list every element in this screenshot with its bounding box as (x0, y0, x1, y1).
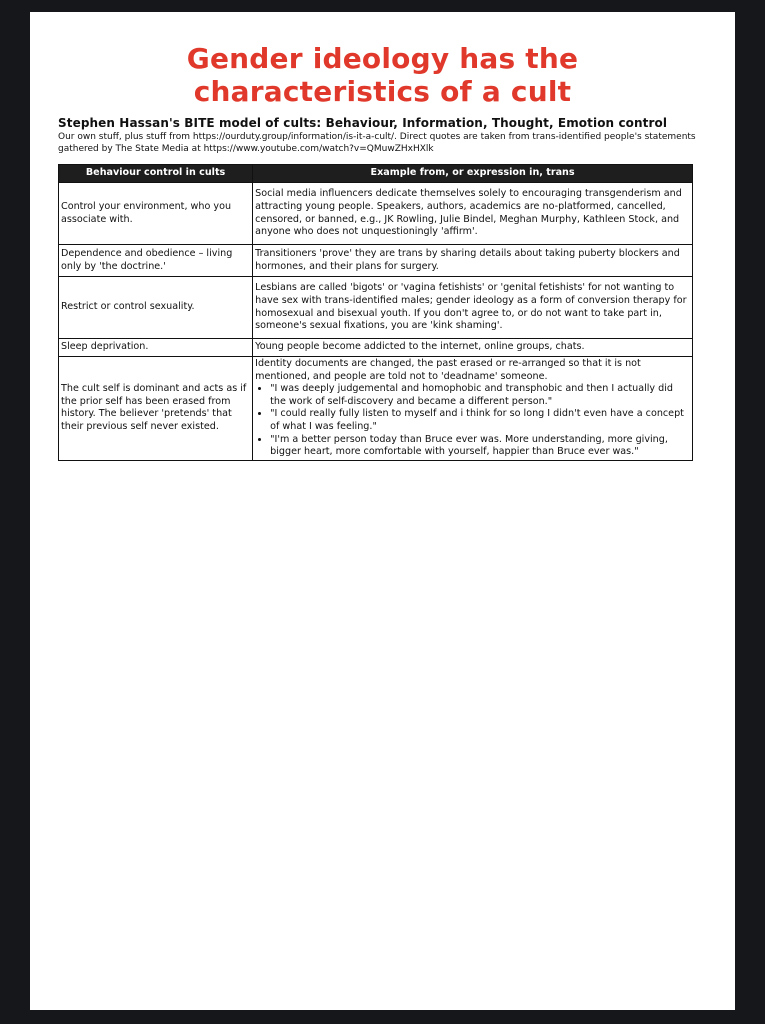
behaviour-cell: Restrict or control sexuality. (59, 277, 253, 339)
example-cell: Social media influencers dedicate themselves solely to encouraging transgenderism and attracting young people. Speakers, authors, academics are no-platformed, cancelled, censored, or banned, e.g., JK Rowling, Julie Bindel, Meghan Murphy, Kathleen Stock, and anyone who does not unquestioningly 'affirm'. (253, 183, 693, 245)
table-header-row (59, 165, 693, 183)
table-row (59, 339, 693, 357)
behaviour-cell: Control your environment, who you associate with. (59, 183, 253, 245)
example-cell: Lesbians are called 'bigots' or 'vagina fetishists' or 'genital fetishists' for not wanting to have sex with trans-identified males; gender ideology as a form of conversion therapy for homosexual and bisexual youth. If you don't agree to, or do not want to take part in, someone's sexual fixations, you are 'kink shaming'. (253, 277, 693, 339)
example-cell: Transitioners 'prove' they are trans by sharing details about taking puberty blockers and hormones, and their plans for surgery. (253, 245, 693, 277)
example-text: Identity documents are changed, the past erased or re-arranged so that it is not mentioned, and people are told not to 'deadname' someone. (255, 358, 641, 382)
quote-item: • "I was deeply judgemental and homophobic and transphobic and then I actually did the work of self-discovery and became a different person." (270, 383, 690, 408)
document-page (30, 12, 735, 1010)
bite-table (58, 164, 693, 461)
example-cell: Young people become addicted to the internet, online groups, chats. (253, 339, 693, 357)
table-row (59, 357, 693, 461)
subtitle: Stephen Hassan's BITE model of cults: Behaviour, Information, Thought, Emotion control (58, 116, 668, 130)
behaviour-cell: The cult self is dominant and acts as if the prior self has been erased from history. The believer 'pretends' that their previous self never existed. (59, 357, 253, 461)
behaviour-cell: Dependence and obedience – living only by 'the doctrine.' (59, 245, 253, 277)
column-header-example: Example from, or expression in, trans (253, 165, 693, 183)
page-title (30, 42, 735, 108)
example-cell (253, 357, 693, 461)
table-row (59, 245, 693, 277)
quote-list (255, 383, 690, 459)
table-row (59, 183, 693, 245)
quote-item: • "I could really fully listen to myself and i think for so long I didn't even have a concept of what I was feeling." (270, 408, 690, 433)
behaviour-cell: Sleep deprivation. (59, 339, 253, 357)
column-header-behaviour: Behaviour control in cults (59, 165, 253, 183)
table-row (59, 277, 693, 339)
title-line-1: Gender ideology has the (186, 42, 579, 75)
quote-item: • "I'm a better person today than Bruce ever was. More understanding, more giving, bigger heart, more comfortable with yourself, happier than Bruce ever was." (270, 434, 690, 459)
source-note: Our own stuff, plus stuff from https://ourduty.group/information/is-it-a-cult/. Direct quotes are taken from trans-identified people's statements gathered by The State Media at https://www.youtube.com/watch?v=QMuwZHxHXlk (58, 132, 696, 154)
title-line-2: characteristics of a cult (193, 75, 572, 108)
